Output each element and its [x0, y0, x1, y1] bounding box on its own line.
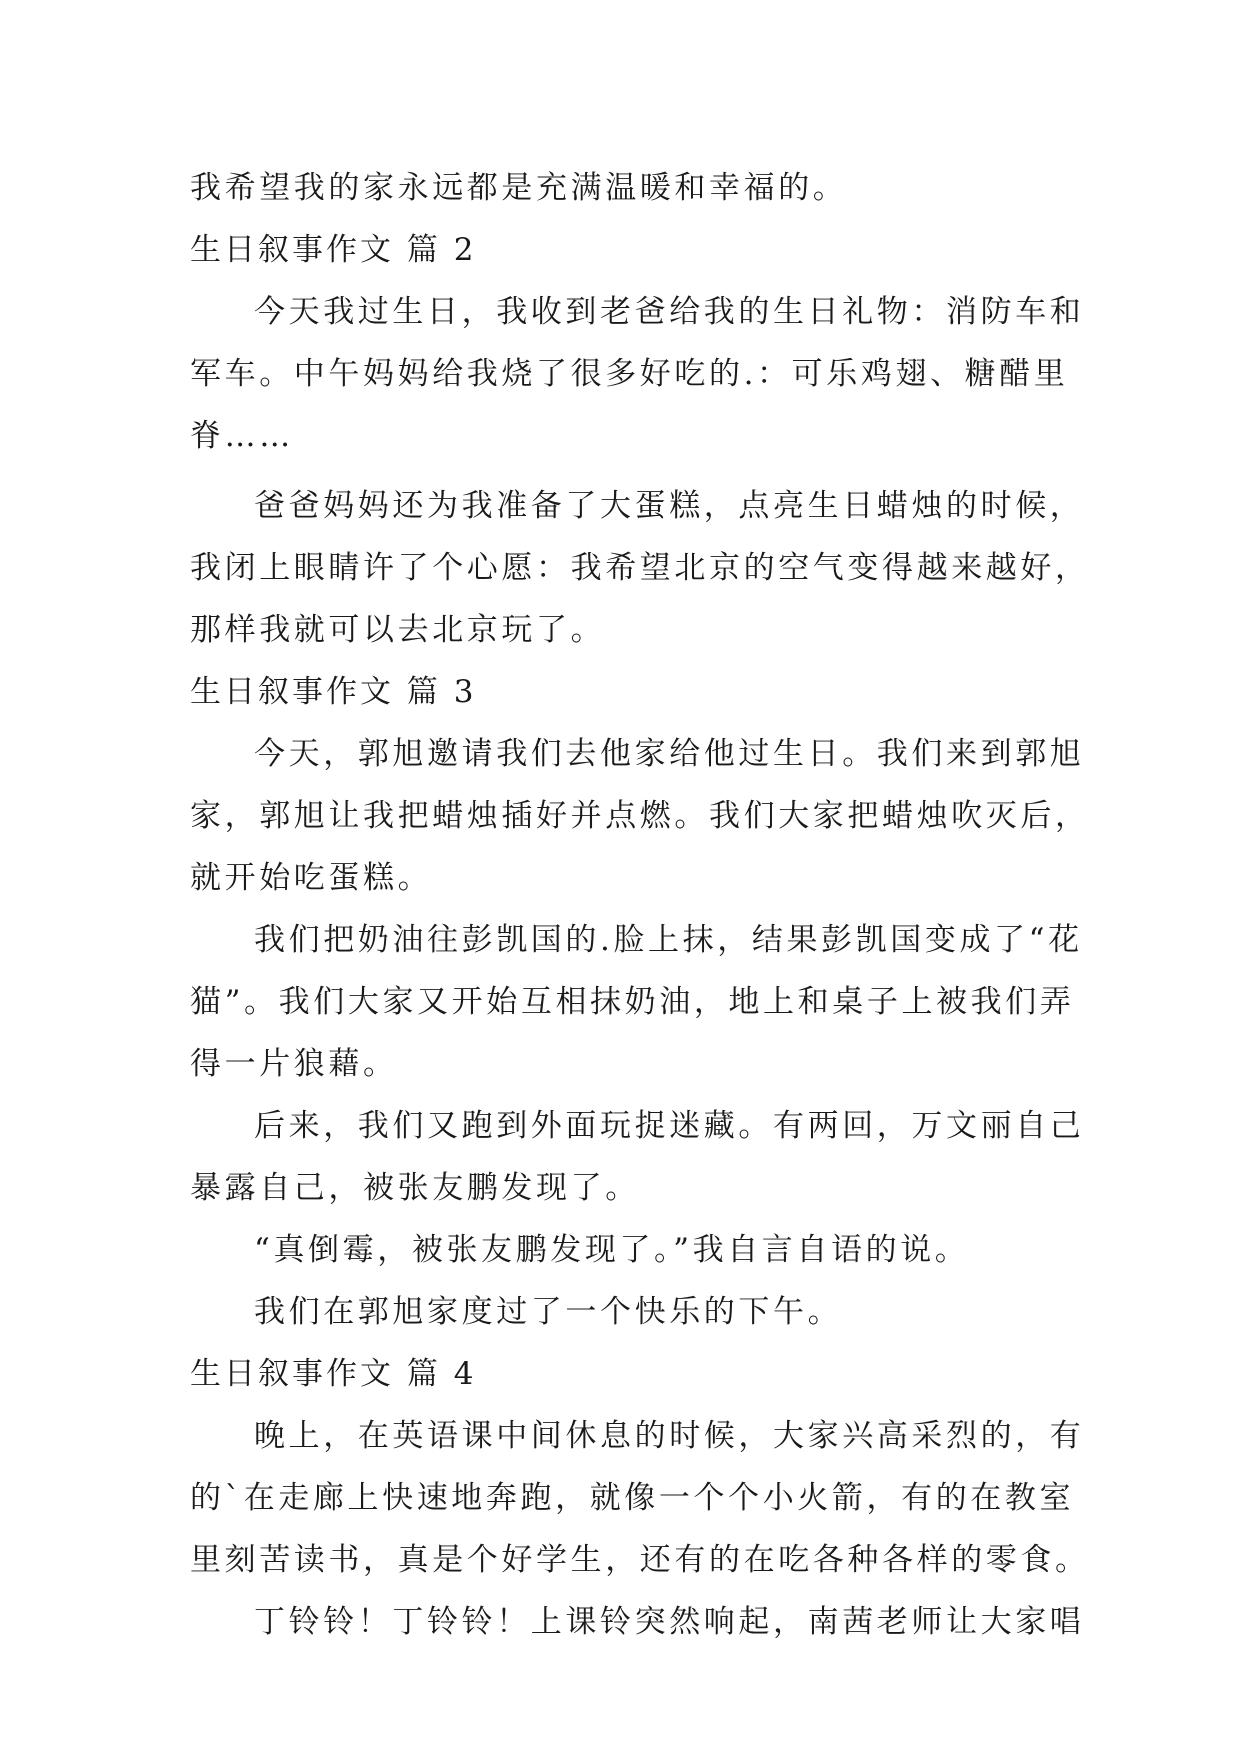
paragraph-line: 爸爸妈妈还为我准备了大蛋糕，点亮生日蜡烛的时候， — [254, 488, 1085, 524]
paragraph-line: 丁铃铃！丁铃铃！上课铃突然响起，南茜老师让大家唱 — [254, 1604, 1085, 1640]
section-heading: 生日叙事作文 篇 4 — [190, 1356, 477, 1392]
paragraph-line: 晚上，在英语课中间休息的时候，大家兴高采烈的，有 — [254, 1418, 1085, 1454]
paragraph-line: 暴露自己，被张友鹏发现了。 — [190, 1170, 640, 1206]
paragraph-line: 我希望我的家永远都是充满温暖和幸福的。 — [190, 170, 848, 206]
paragraph-line: 我们在郭旭家度过了一个快乐的下午。 — [254, 1294, 843, 1330]
paragraph-line: “真倒霉，被张友鹏发现了。”我自言自语的说。 — [254, 1232, 970, 1268]
paragraph-line: 今天，郭旭邀请我们去他家给他过生日。我们来到郭旭 — [254, 736, 1085, 772]
paragraph-line: 后来，我们又跑到外面玩捉迷藏。有两回，万文丽自己 — [254, 1108, 1085, 1144]
paragraph-line: 得一片狼藉。 — [190, 1046, 398, 1082]
document-body — [190, 157, 1090, 1653]
section-heading: 生日叙事作文 篇 2 — [190, 232, 477, 268]
paragraph-line: 那样我就可以去北京玩了。 — [190, 612, 606, 648]
paragraph-line: 我闭上眼睛许了个心愿：我希望北京的空气变得越来越好， — [190, 550, 1090, 586]
paragraph-line: 脊…… — [190, 418, 294, 454]
paragraph-line: 里刻苦读书，真是个好学生，还有的在吃各种各样的零食。 — [190, 1542, 1090, 1578]
paragraph-line: 就开始吃蛋糕。 — [190, 860, 433, 896]
paragraph-line: 猫”。我们大家又开始互相抹奶油，地上和桌子上被我们弄 — [190, 984, 1075, 1020]
paragraph-line: 今天我过生日，我收到老爸给我的生日礼物：消防车和 — [254, 294, 1085, 330]
paragraph-line: 军车。中午妈妈给我烧了很多好吃的.：可乐鸡翅、糖醋里 — [190, 356, 1069, 392]
paragraph-line: 我们把奶油往彭凯国的.脸上抹，结果彭凯国变成了“花 — [254, 922, 1083, 958]
paragraph-line: 家，郭旭让我把蜡烛插好并点燃。我们大家把蜡烛吹灭后， — [190, 798, 1090, 834]
paragraph-line: 的`在走廊上快速地奔跑，就像一个个小火箭，有的在教室 — [190, 1480, 1075, 1516]
section-heading: 生日叙事作文 篇 3 — [190, 674, 477, 710]
